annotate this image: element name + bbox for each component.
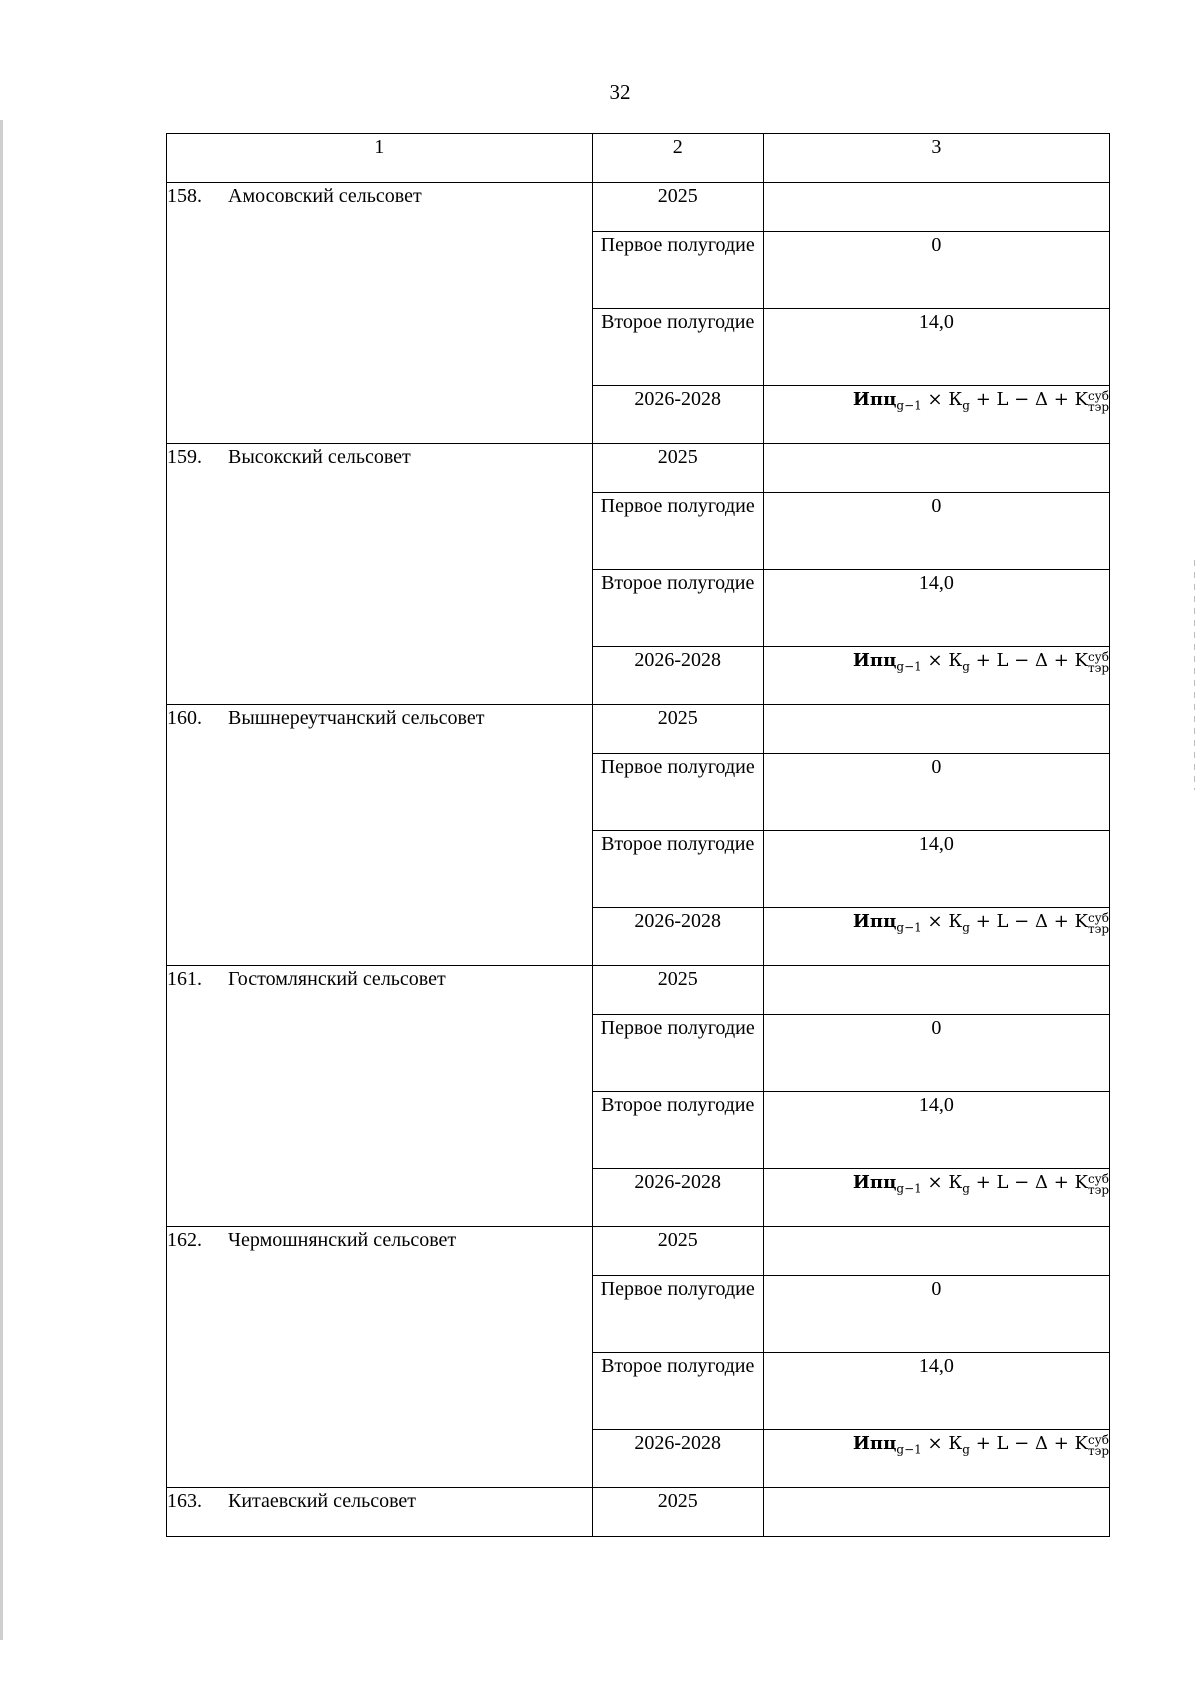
table-row [167,705,1110,754]
value-cell-empty [763,1227,1109,1276]
second-half-cell: Второе полугодие [592,1353,763,1430]
first-half-cell: Первое полугодие [592,1276,763,1353]
settlement-name-cell [167,1488,593,1537]
first-half-value: 0 [763,1276,1109,1353]
second-half-value: 14,0 [763,309,1109,386]
formula-base: Ипц [852,1172,897,1193]
formula-k-sub: g [962,659,970,674]
formula-sup: суб [1087,1433,1109,1447]
formula-k-sub: g [962,1181,970,1196]
formula-base-sub: g−1 [896,1181,922,1196]
formula-rest: + L − Δ + K [975,1433,1088,1454]
first-half-value: 0 [763,232,1109,309]
formula-k-sub: g [962,398,970,413]
range-cell: 2026-2028 [592,1169,763,1227]
table-row [167,1227,1110,1276]
formula-base-sub: g−1 [896,1442,922,1457]
formula-cell [763,1430,1109,1488]
second-half-value: 14,0 [763,570,1109,647]
table-header-row [167,134,1110,183]
formula-cell [763,647,1109,705]
formula-subsup [1088,652,1109,674]
settlement-name: Высокский сельсовет [228,446,411,468]
formula-k: К [948,911,963,932]
value-cell-empty [763,444,1109,493]
formula-sub2: тэр [1087,661,1109,675]
settlement-name-cell [167,183,593,444]
value-cell-empty [763,705,1109,754]
formula-k: К [948,1433,963,1454]
table-row [167,183,1110,232]
settlement-name: Китаевский сельсовет [228,1490,417,1512]
formula-base: Ипц [852,911,897,932]
page-number: 32 [609,80,631,104]
formula-sup: суб [1087,650,1109,664]
formula-rest: + L − Δ + K [975,389,1088,410]
settlements-table [166,133,1110,1537]
formula-subsup [1088,391,1109,413]
table-row [167,1488,1110,1537]
range-cell: 2026-2028 [592,647,763,705]
settlement-name: Амосовский сельсовет [228,185,422,207]
second-half-cell: Второе полугодие [592,1092,763,1169]
first-half-value: 0 [763,754,1109,831]
formula-k-sub: g [962,1442,970,1457]
formula-subsup [1088,1435,1109,1457]
settlement-name-cell [167,1227,593,1488]
settlement-name-cell [167,444,593,705]
table-body [167,183,1110,1488]
year-cell: 2025 [592,183,763,232]
formula-sub2: тэр [1087,1183,1109,1197]
formula-k: К [948,389,963,410]
header-col-3: 3 [763,134,1109,183]
formula-cell [763,386,1109,444]
formula-sup: суб [1087,911,1109,925]
year-cell: 2025 [592,1227,763,1276]
range-cell: 2026-2028 [592,908,763,966]
formula-sub2: тэр [1087,400,1109,414]
row-number: 160. [167,707,202,729]
second-half-value: 14,0 [763,1353,1109,1430]
first-half-value: 0 [763,493,1109,570]
formula-k-sub: g [962,920,970,935]
range-cell: 2026-2028 [592,1430,763,1488]
tariff-formula [852,650,1109,675]
first-half-cell: Первое полугодие [592,1015,763,1092]
formula-k: К [948,650,963,671]
formula-cell [763,908,1109,966]
formula-times: × [927,911,943,932]
table-row [167,966,1110,1015]
value-cell-empty [763,1488,1109,1537]
formula-base-sub: g−1 [896,398,922,413]
scan-mark [1194,560,1195,790]
second-half-value: 14,0 [763,1092,1109,1169]
range-cell: 2026-2028 [592,386,763,444]
tariff-formula [852,911,1109,936]
formula-base-sub: g−1 [896,920,922,935]
formula-rest: + L − Δ + K [975,1172,1088,1193]
header-col-1: 1 [167,134,593,183]
formula-sub2: тэр [1087,1444,1109,1458]
settlement-name: Гостомлянский сельсовет [228,968,446,990]
formula-times: × [927,1433,943,1454]
formula-base: Ипц [852,1433,897,1454]
first-half-cell: Первое полугодие [592,493,763,570]
first-half-cell: Первое полугодие [592,232,763,309]
year-cell: 2025 [592,705,763,754]
formula-k: К [948,1172,963,1193]
row-number: 162. [167,1229,202,1251]
formula-subsup [1088,1174,1109,1196]
formula-subsup [1088,913,1109,935]
settlement-name-cell [167,966,593,1227]
formula-rest: + L − Δ + K [975,911,1088,932]
second-half-cell: Второе полугодие [592,570,763,647]
scan-edge [0,0,3,1705]
row-number: 159. [167,446,202,468]
formula-times: × [927,389,943,410]
formula-sup: суб [1087,389,1109,403]
row-number: 158. [167,185,202,207]
formula-rest: + L − Δ + K [975,650,1088,671]
tariff-formula [852,1172,1109,1197]
first-half-cell: Первое полугодие [592,754,763,831]
formula-sub2: тэр [1087,922,1109,936]
tariff-formula [852,389,1109,414]
row-number: 161. [167,968,202,990]
formula-times: × [927,1172,943,1193]
second-half-value: 14,0 [763,831,1109,908]
row-number: 163. [167,1490,202,1512]
formula-sup: суб [1087,1172,1109,1186]
formula-base: Ипц [852,389,897,410]
year-cell: 2025 [592,444,763,493]
settlement-name: Чермошнянский сельсовет [228,1229,457,1251]
first-half-value: 0 [763,1015,1109,1092]
formula-base: Ипц [852,650,897,671]
header-col-2: 2 [592,134,763,183]
year-cell: 2025 [592,1488,763,1537]
value-cell-empty [763,966,1109,1015]
settlement-name-cell [167,705,593,966]
tariff-formula [852,1433,1109,1458]
formula-base-sub: g−1 [896,659,922,674]
second-half-cell: Второе полугодие [592,309,763,386]
second-half-cell: Второе полугодие [592,831,763,908]
formula-times: × [927,650,943,671]
formula-cell [763,1169,1109,1227]
table-row [167,444,1110,493]
settlement-name: Вышнереутчанский сельсовет [228,707,485,729]
value-cell-empty [763,183,1109,232]
year-cell: 2025 [592,966,763,1015]
